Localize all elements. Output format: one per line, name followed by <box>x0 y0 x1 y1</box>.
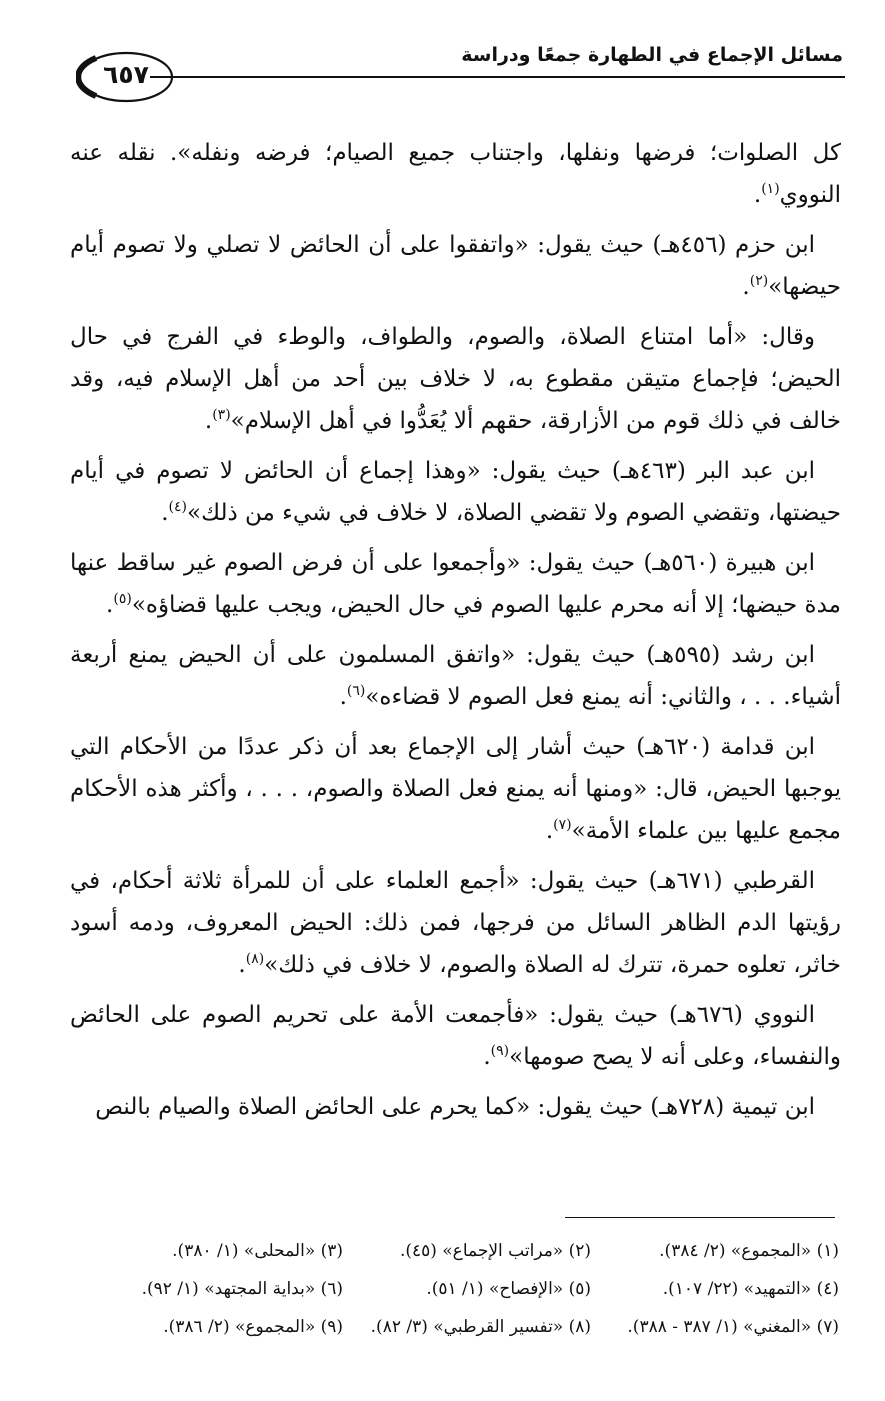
paragraph-end: . <box>238 952 246 978</box>
header-rule <box>150 76 845 78</box>
paragraph-text: ابن تيمية (٧٢٨هـ) حيث يقول: «كما يحرم على الحائض الصلاة والصيام بالنص <box>95 1094 815 1120</box>
footnote: (٣) «المحلى» (١/ ٣٨٠). <box>172 1241 344 1261</box>
paragraph-end: . <box>204 408 213 434</box>
footnote: (٩) «المجموع» (٢/ ٣٨٦). <box>163 1317 344 1337</box>
paragraph <box>70 542 841 626</box>
paragraph <box>70 450 841 534</box>
paragraph <box>70 634 841 718</box>
footnote: (٥) «الإفصاح» (١/ ٥١). <box>426 1279 592 1299</box>
footnote-separator <box>565 1217 835 1218</box>
footnote-ref: (٦) <box>346 683 366 699</box>
footnote-ref: (٩) <box>490 1043 510 1059</box>
paragraph-end: . <box>483 1044 491 1070</box>
footnote: (٧) «المغني» (١/ ٣٨٧ - ٣٨٨). <box>627 1317 839 1337</box>
paragraph-text: النووي (٦٧٦هـ) حيث يقول: «فأجمعت الأمة على تحريم الصوم على الحائض والنفساء، وعلى أنه لا يصح صومها» <box>70 1002 841 1070</box>
footnote-ref: (٧) <box>553 817 572 833</box>
footnote-ref: (٥) <box>113 591 132 607</box>
paragraph-end: . <box>742 274 750 300</box>
paragraph-text: ابن قدامة (٦٢٠هـ) حيث أشار إلى الإجماع بعد أن ذكر عددًا من الأحكام التي يوجبها الحيض، قال: «ومنها أنه يمنع فعل الصلاة والصوم، . . . ، وأكثر هذه الأحكام مجمع عليها بين علماء الأمة» <box>70 734 841 844</box>
paragraph <box>70 1086 841 1128</box>
footnote-row <box>95 1236 839 1274</box>
footnote: (٨) «تفسير القرطبي» (٣/ ٨٢). <box>370 1317 592 1337</box>
footnote-row <box>95 1274 839 1312</box>
paragraph <box>70 726 841 852</box>
footnote: (٦) «بداية المجتهد» (١/ ٩٢). <box>141 1279 344 1299</box>
running-title: مسائل الإجماع في الطهارة جمعًا ودراسة <box>461 44 843 66</box>
footnote: (٤) «التمهيد» (٢٢/ ١٠٧). <box>662 1279 839 1299</box>
footnotes <box>95 1236 839 1350</box>
paragraph <box>70 994 841 1078</box>
paragraph-text: ابن حزم (٤٥٦هـ) حيث يقول: «واتفقوا على أن الحائض لا تصلي ولا تصوم أيام حيضها» <box>70 232 841 300</box>
footnote-ref: (٤) <box>168 499 187 515</box>
paragraph-text: القرطبي (٦٧١هـ) حيث يقول: «أجمع العلماء على أن للمرأة ثلاثة أحكام، في رؤيتها الدم الظاهر السائل من فرجها، فمن ذلك: الحيض المعروف، ودمه أسود خاثر، تعلوه حمرة، تترك له الصلاة والصوم، لا خلاف في ذلك» <box>70 868 841 978</box>
paragraph-text: ابن عبد البر (٤٦٣هـ) حيث يقول: «وهذا إجماع أن الحائض لا تصوم في أيام حيضتها، وتقضي الصوم ولا تقضي الصلاة، لا خلاف في شيء من ذلك» <box>70 458 841 526</box>
paragraph <box>70 860 841 986</box>
paragraph-text: ابن رشد (٥٩٥هـ) حيث يقول: «واتفق المسلمون على أن الحيض يمنع أربعة أشياء. . . ، والثاني: أنه يمنع فعل الصوم لا قضاءه» <box>70 642 841 710</box>
paragraph <box>70 316 841 442</box>
paragraph <box>70 132 841 216</box>
footnote: (٢) «مراتب الإجماع» (٤٥). <box>399 1241 592 1261</box>
footnote-ref: (٢) <box>749 273 769 289</box>
footnote-row <box>95 1312 839 1350</box>
footnote-ref: (١) <box>761 181 780 197</box>
paragraph-end: . <box>161 500 169 526</box>
footnote: (١) «المجموع» (٢/ ٣٨٤). <box>659 1241 839 1261</box>
paragraph-end: . <box>106 592 114 618</box>
paragraph-end: . <box>753 182 762 208</box>
paragraph-text: كل الصلوات؛ فرضها ونفلها، واجتناب جميع الصيام؛ فرضه ونفله». نقله عنه النووي <box>70 140 841 208</box>
page-number: ٦٥٧ <box>103 60 149 89</box>
paragraph-end: . <box>545 818 554 844</box>
footnote-ref: (٣) <box>212 407 231 423</box>
paragraph-end: . <box>339 684 347 710</box>
page-number-badge <box>76 46 176 108</box>
paragraph-text: وقال: «أما امتناع الصلاة، والصوم، والطواف، والوطء في الفرج في حال الحيض؛ فإجماع متيقن مقطوع به، لا خلاف بين أحد من أهل الإسلام فيه، وقد خالف في ذلك قوم من الأزارقة، حقهم ألا يُعَدُّوا في أهل الإسلام» <box>70 324 841 434</box>
body-text <box>70 132 841 1136</box>
paragraph-text: ابن هبيرة (٥٦٠هـ) حيث يقول: «وأجمعوا على أن فرض الصوم غير ساقط عنها مدة حيضها؛ إلا أنه محرم عليها الصوم في حال الحيض، ويجب عليها قضاؤه» <box>70 550 841 618</box>
footnote-ref: (٨) <box>245 951 265 967</box>
paragraph <box>70 224 841 308</box>
